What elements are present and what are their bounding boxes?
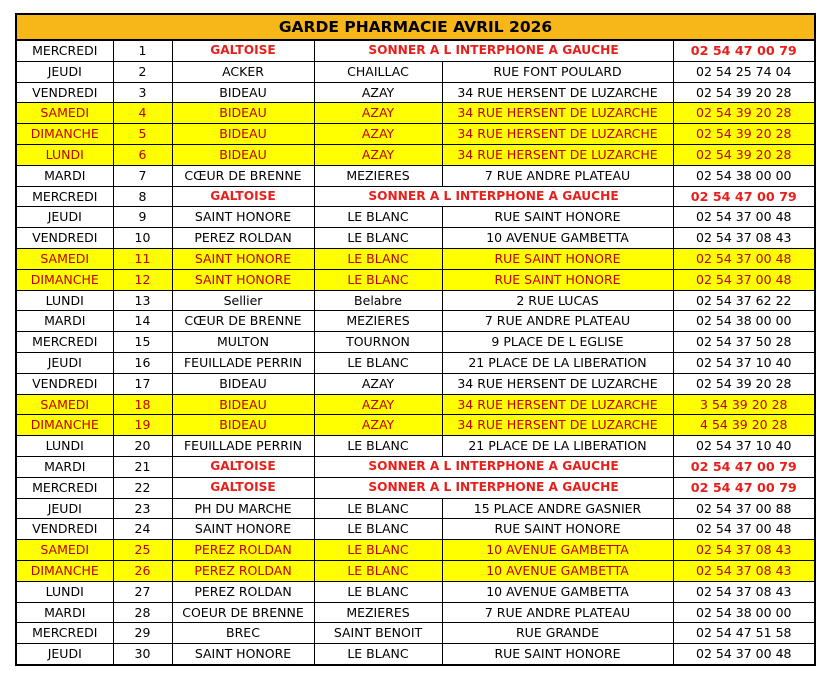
city-cell: LE BLANC <box>314 540 442 561</box>
day-cell: MERCREDI <box>16 332 113 353</box>
city-cell: LE BLANC <box>314 560 442 581</box>
day-cell: VENDREDI <box>16 82 113 103</box>
day-cell: MARDI <box>16 602 113 623</box>
phone-cell: 02 54 37 08 43 <box>673 228 815 249</box>
table-row <box>16 519 815 540</box>
table-row <box>16 352 815 373</box>
date-cell: 5 <box>113 124 172 145</box>
city-cell: AZAY <box>314 144 442 165</box>
address-cell: 7 RUE ANDRE PLATEAU <box>442 311 673 332</box>
instruction-cell: SONNER A L INTERPHONE A GAUCHE <box>314 186 673 207</box>
address-cell: RUE SAINT HONORE <box>442 269 673 290</box>
address-cell: 10 AVENUE GAMBETTA <box>442 228 673 249</box>
phone-cell: 02 54 37 08 43 <box>673 581 815 602</box>
table-row <box>16 644 815 665</box>
phone-cell: 02 54 47 51 58 <box>673 623 815 644</box>
address-cell: RUE SAINT HONORE <box>442 248 673 269</box>
table-row <box>16 394 815 415</box>
pharmacy-name-cell: SAINT HONORE <box>172 248 314 269</box>
date-cell: 15 <box>113 332 172 353</box>
date-cell: 27 <box>113 581 172 602</box>
day-cell: DIMANCHE <box>16 269 113 290</box>
day-cell: MERCREDI <box>16 477 113 498</box>
table-row <box>16 103 815 124</box>
city-cell: LE BLANC <box>314 352 442 373</box>
pharmacy-name-cell: BIDEAU <box>172 82 314 103</box>
date-cell: 17 <box>113 373 172 394</box>
day-cell: DIMANCHE <box>16 124 113 145</box>
phone-cell: 3 54 39 20 28 <box>673 394 815 415</box>
date-cell: 25 <box>113 540 172 561</box>
day-cell: MARDI <box>16 165 113 186</box>
day-cell: MARDI <box>16 456 113 477</box>
day-cell: DIMANCHE <box>16 415 113 436</box>
city-cell: LE BLANC <box>314 207 442 228</box>
date-cell: 26 <box>113 560 172 581</box>
instruction-cell: SONNER A L INTERPHONE A GAUCHE <box>314 477 673 498</box>
city-cell: LE BLANC <box>314 498 442 519</box>
table-row <box>16 144 815 165</box>
address-cell: RUE SAINT HONORE <box>442 519 673 540</box>
pharmacy-name-cell: SAINT HONORE <box>172 207 314 228</box>
city-cell: AZAY <box>314 373 442 394</box>
date-cell: 9 <box>113 207 172 228</box>
date-cell: 16 <box>113 352 172 373</box>
date-cell: 29 <box>113 623 172 644</box>
table-row <box>16 248 815 269</box>
day-cell: JEUDI <box>16 207 113 228</box>
date-cell: 3 <box>113 82 172 103</box>
address-cell: 7 RUE ANDRE PLATEAU <box>442 602 673 623</box>
phone-cell: 02 54 39 20 28 <box>673 144 815 165</box>
phone-cell: 02 54 37 00 48 <box>673 644 815 665</box>
pharmacy-duty-table <box>15 13 816 666</box>
phone-cell: 02 54 39 20 28 <box>673 373 815 394</box>
day-cell: LUNDI <box>16 290 113 311</box>
pharmacy-name-cell: GALTOISE <box>172 477 314 498</box>
pharmacy-name-cell: FEUILLADE PERRIN <box>172 436 314 457</box>
pharmacy-name-cell: PEREZ ROLDAN <box>172 581 314 602</box>
address-cell: RUE FONT POULARD <box>442 61 673 82</box>
pharmacy-name-cell: PEREZ ROLDAN <box>172 560 314 581</box>
table-row <box>16 124 815 145</box>
table-row <box>16 540 815 561</box>
day-cell: MERCREDI <box>16 623 113 644</box>
city-cell: AZAY <box>314 103 442 124</box>
table-row <box>16 207 815 228</box>
city-cell: AZAY <box>314 415 442 436</box>
day-cell: JEUDI <box>16 498 113 519</box>
phone-cell: 02 54 39 20 28 <box>673 82 815 103</box>
date-cell: 2 <box>113 61 172 82</box>
day-cell: SAMEDI <box>16 248 113 269</box>
pharmacy-name-cell: CŒUR DE BRENNE <box>172 311 314 332</box>
phone-cell: 02 54 37 08 43 <box>673 560 815 581</box>
city-cell: MEZIERES <box>314 602 442 623</box>
pharmacy-name-cell: PH DU MARCHE <box>172 498 314 519</box>
day-cell: LUNDI <box>16 581 113 602</box>
day-cell: SAMEDI <box>16 394 113 415</box>
schedule-sheet <box>15 13 816 666</box>
address-cell: 34 RUE HERSENT DE LUZARCHE <box>442 103 673 124</box>
city-cell: LE BLANC <box>314 581 442 602</box>
city-cell: LE BLANC <box>314 644 442 665</box>
instruction-cell: SONNER A L INTERPHONE A GAUCHE <box>314 456 673 477</box>
phone-cell: 02 54 38 00 00 <box>673 602 815 623</box>
table-row <box>16 332 815 353</box>
address-cell: 34 RUE HERSENT DE LUZARCHE <box>442 124 673 145</box>
phone-cell: 02 54 37 10 40 <box>673 352 815 373</box>
date-cell: 19 <box>113 415 172 436</box>
pharmacy-name-cell: CŒUR DE BRENNE <box>172 165 314 186</box>
day-cell: MERCREDI <box>16 186 113 207</box>
date-cell: 30 <box>113 644 172 665</box>
city-cell: TOURNON <box>314 332 442 353</box>
table-row <box>16 290 815 311</box>
date-cell: 21 <box>113 456 172 477</box>
instruction-cell: SONNER A L INTERPHONE A GAUCHE <box>314 40 673 61</box>
pharmacy-name-cell: SAINT HONORE <box>172 269 314 290</box>
phone-cell: 02 54 47 00 79 <box>673 186 815 207</box>
pharmacy-name-cell: BIDEAU <box>172 394 314 415</box>
city-cell: Belabre <box>314 290 442 311</box>
phone-cell: 02 54 25 74 04 <box>673 61 815 82</box>
phone-cell: 02 54 47 00 79 <box>673 456 815 477</box>
day-cell: JEUDI <box>16 352 113 373</box>
table-row <box>16 373 815 394</box>
day-cell: JEUDI <box>16 644 113 665</box>
table-row <box>16 82 815 103</box>
table-title: GARDE PHARMACIE AVRIL 2026 <box>16 14 815 40</box>
phone-cell: 02 54 38 00 00 <box>673 165 815 186</box>
phone-cell: 02 54 39 20 28 <box>673 103 815 124</box>
city-cell: AZAY <box>314 394 442 415</box>
day-cell: VENDREDI <box>16 228 113 249</box>
table-row <box>16 560 815 581</box>
table-row <box>16 581 815 602</box>
city-cell: LE BLANC <box>314 519 442 540</box>
phone-cell: 02 54 47 00 79 <box>673 477 815 498</box>
date-cell: 12 <box>113 269 172 290</box>
pharmacy-name-cell: GALTOISE <box>172 186 314 207</box>
address-cell: 10 AVENUE GAMBETTA <box>442 560 673 581</box>
pharmacy-name-cell: BIDEAU <box>172 103 314 124</box>
day-cell: LUNDI <box>16 436 113 457</box>
pharmacy-name-cell: GALTOISE <box>172 456 314 477</box>
table-row <box>16 228 815 249</box>
date-cell: 14 <box>113 311 172 332</box>
phone-cell: 02 54 37 50 28 <box>673 332 815 353</box>
phone-cell: 02 54 37 10 40 <box>673 436 815 457</box>
phone-cell: 02 54 37 62 22 <box>673 290 815 311</box>
pharmacy-name-cell: SAINT HONORE <box>172 519 314 540</box>
table-body <box>16 40 815 665</box>
day-cell: MERCREDI <box>16 40 113 61</box>
date-cell: 10 <box>113 228 172 249</box>
city-cell: AZAY <box>314 82 442 103</box>
table-row <box>16 623 815 644</box>
table-row <box>16 165 815 186</box>
address-cell: 34 RUE HERSENT DE LUZARCHE <box>442 144 673 165</box>
table-row <box>16 40 815 61</box>
city-cell: LE BLANC <box>314 436 442 457</box>
address-cell: 34 RUE HERSENT DE LUZARCHE <box>442 394 673 415</box>
table-row <box>16 436 815 457</box>
table-row <box>16 498 815 519</box>
pharmacy-name-cell: BIDEAU <box>172 144 314 165</box>
city-cell: CHAILLAC <box>314 61 442 82</box>
pharmacy-name-cell: SAINT HONORE <box>172 644 314 665</box>
pharmacy-name-cell: FEUILLADE PERRIN <box>172 352 314 373</box>
day-cell: SAMEDI <box>16 540 113 561</box>
date-cell: 20 <box>113 436 172 457</box>
address-cell: 34 RUE HERSENT DE LUZARCHE <box>442 82 673 103</box>
city-cell: MEZIERES <box>314 311 442 332</box>
day-cell: LUNDI <box>16 144 113 165</box>
city-cell: LE BLANC <box>314 248 442 269</box>
address-cell: 34 RUE HERSENT DE LUZARCHE <box>442 415 673 436</box>
address-cell: 7 RUE ANDRE PLATEAU <box>442 165 673 186</box>
city-cell: LE BLANC <box>314 228 442 249</box>
day-cell: SAMEDI <box>16 103 113 124</box>
date-cell: 11 <box>113 248 172 269</box>
table-row <box>16 186 815 207</box>
table-row <box>16 456 815 477</box>
pharmacy-name-cell: PEREZ ROLDAN <box>172 228 314 249</box>
date-cell: 7 <box>113 165 172 186</box>
phone-cell: 4 54 39 20 28 <box>673 415 815 436</box>
address-cell: 15 PLACE ANDRE GASNIER <box>442 498 673 519</box>
date-cell: 22 <box>113 477 172 498</box>
date-cell: 28 <box>113 602 172 623</box>
date-cell: 4 <box>113 103 172 124</box>
pharmacy-name-cell: ACKER <box>172 61 314 82</box>
pharmacy-name-cell: Sellier <box>172 290 314 311</box>
address-cell: RUE SAINT HONORE <box>442 207 673 228</box>
pharmacy-name-cell: BREC <box>172 623 314 644</box>
table-row <box>16 415 815 436</box>
date-cell: 6 <box>113 144 172 165</box>
phone-cell: 02 54 37 00 48 <box>673 207 815 228</box>
city-cell: AZAY <box>314 124 442 145</box>
date-cell: 13 <box>113 290 172 311</box>
address-cell: 21 PLACE DE LA LIBERATION <box>442 436 673 457</box>
date-cell: 23 <box>113 498 172 519</box>
address-cell: 9 PLACE DE L EGLISE <box>442 332 673 353</box>
address-cell: RUE GRANDE <box>442 623 673 644</box>
address-cell: 2 RUE LUCAS <box>442 290 673 311</box>
pharmacy-name-cell: PEREZ ROLDAN <box>172 540 314 561</box>
address-cell: 10 AVENUE GAMBETTA <box>442 540 673 561</box>
phone-cell: 02 54 37 08 43 <box>673 540 815 561</box>
day-cell: VENDREDI <box>16 519 113 540</box>
phone-cell: 02 54 37 00 48 <box>673 519 815 540</box>
city-cell: MEZIERES <box>314 165 442 186</box>
address-cell: 21 PLACE DE LA LIBERATION <box>442 352 673 373</box>
address-cell: 10 AVENUE GAMBETTA <box>442 581 673 602</box>
phone-cell: 02 54 37 00 88 <box>673 498 815 519</box>
pharmacy-name-cell: BIDEAU <box>172 373 314 394</box>
table-row <box>16 61 815 82</box>
date-cell: 24 <box>113 519 172 540</box>
address-cell: RUE SAINT HONORE <box>442 644 673 665</box>
address-cell: 34 RUE HERSENT DE LUZARCHE <box>442 373 673 394</box>
phone-cell: 02 54 47 00 79 <box>673 40 815 61</box>
day-cell: MARDI <box>16 311 113 332</box>
day-cell: DIMANCHE <box>16 560 113 581</box>
table-row <box>16 477 815 498</box>
title-row <box>16 14 815 40</box>
city-cell: LE BLANC <box>314 269 442 290</box>
pharmacy-name-cell: BIDEAU <box>172 124 314 145</box>
pharmacy-name-cell: COEUR DE BRENNE <box>172 602 314 623</box>
phone-cell: 02 54 37 00 48 <box>673 248 815 269</box>
day-cell: VENDREDI <box>16 373 113 394</box>
table-row <box>16 311 815 332</box>
phone-cell: 02 54 37 00 48 <box>673 269 815 290</box>
pharmacy-name-cell: BIDEAU <box>172 415 314 436</box>
day-cell: JEUDI <box>16 61 113 82</box>
pharmacy-name-cell: MULTON <box>172 332 314 353</box>
table-row <box>16 602 815 623</box>
table-row <box>16 269 815 290</box>
date-cell: 8 <box>113 186 172 207</box>
date-cell: 1 <box>113 40 172 61</box>
phone-cell: 02 54 39 20 28 <box>673 124 815 145</box>
date-cell: 18 <box>113 394 172 415</box>
pharmacy-name-cell: GALTOISE <box>172 40 314 61</box>
city-cell: SAINT BENOIT <box>314 623 442 644</box>
phone-cell: 02 54 38 00 00 <box>673 311 815 332</box>
